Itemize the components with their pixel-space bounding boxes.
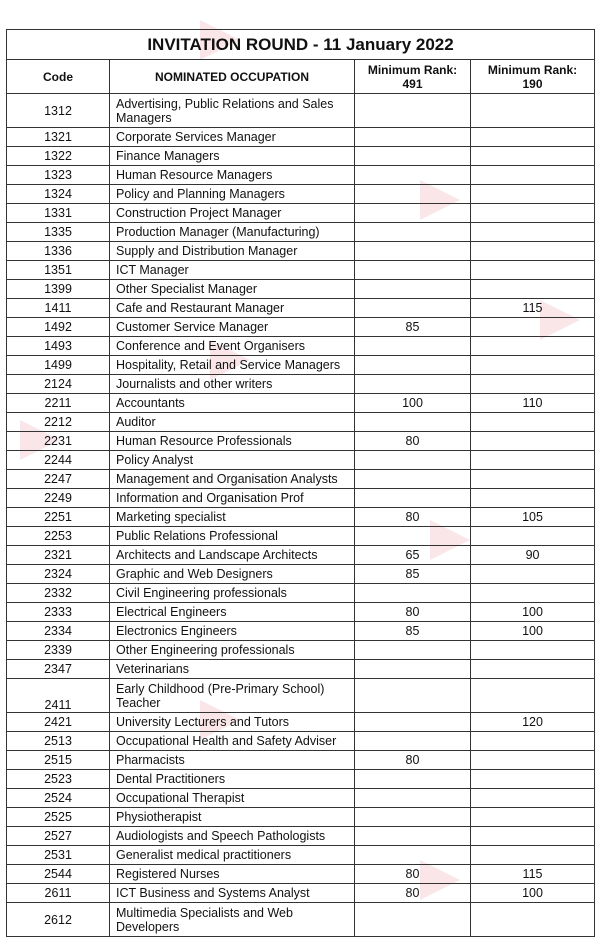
rank-491-cell: 80 bbox=[355, 865, 471, 884]
rank-491-cell bbox=[355, 128, 471, 147]
rank-190-cell bbox=[471, 147, 595, 166]
table-row bbox=[7, 584, 595, 603]
table-row bbox=[7, 713, 595, 732]
rank-190-cell bbox=[471, 846, 595, 865]
table-row bbox=[7, 679, 595, 713]
table-row bbox=[7, 356, 595, 375]
occupation-name-cell: Human Resource Managers bbox=[110, 166, 355, 185]
rank-491-cell bbox=[355, 242, 471, 261]
occupation-code-cell: 1499 bbox=[7, 356, 110, 375]
table-row bbox=[7, 903, 595, 937]
rank-491-cell bbox=[355, 375, 471, 394]
rank-491-cell: 80 bbox=[355, 432, 471, 451]
occupation-name-cell: Registered Nurses bbox=[110, 865, 355, 884]
rank-491-cell: 85 bbox=[355, 622, 471, 641]
occupation-code-cell: 2523 bbox=[7, 770, 110, 789]
occupation-name-cell: Pharmacists bbox=[110, 751, 355, 770]
rank-491-cell bbox=[355, 337, 471, 356]
occupation-name-cell: Production Manager (Manufacturing) bbox=[110, 223, 355, 242]
rank-190-cell bbox=[471, 679, 595, 713]
occupation-code-cell: 1335 bbox=[7, 223, 110, 242]
rank-190-cell: 115 bbox=[471, 299, 595, 318]
occupation-name-cell: Policy Analyst bbox=[110, 451, 355, 470]
occupation-name-cell: Cafe and Restaurant Manager bbox=[110, 299, 355, 318]
rank-491-cell bbox=[355, 223, 471, 242]
occupation-code-cell: 2251 bbox=[7, 508, 110, 527]
table-row bbox=[7, 261, 595, 280]
occupation-code-cell: 2332 bbox=[7, 584, 110, 603]
occupation-code-cell: 1322 bbox=[7, 147, 110, 166]
occupation-name-cell: Occupational Therapist bbox=[110, 789, 355, 808]
table-row bbox=[7, 337, 595, 356]
rank-190-cell bbox=[471, 356, 595, 375]
rank-190-cell bbox=[471, 318, 595, 337]
table-row bbox=[7, 751, 595, 770]
rank-190-cell: 110 bbox=[471, 394, 595, 413]
occupation-code-cell: 2249 bbox=[7, 489, 110, 508]
table-row bbox=[7, 622, 595, 641]
occupation-code-cell: 2212 bbox=[7, 413, 110, 432]
rank-190-cell: 100 bbox=[471, 622, 595, 641]
table-row bbox=[7, 223, 595, 242]
occupation-code-cell: 2333 bbox=[7, 603, 110, 622]
rank-190-cell: 105 bbox=[471, 508, 595, 527]
rank-190-cell bbox=[471, 432, 595, 451]
rank-491-cell bbox=[355, 808, 471, 827]
rank-491-cell bbox=[355, 413, 471, 432]
rank-491-cell: 65 bbox=[355, 546, 471, 565]
occupation-code-cell: 2527 bbox=[7, 827, 110, 846]
rank-190-cell bbox=[471, 732, 595, 751]
table-row bbox=[7, 394, 595, 413]
table-row bbox=[7, 527, 595, 546]
occupation-code-cell: 2513 bbox=[7, 732, 110, 751]
occupation-code-cell: 1323 bbox=[7, 166, 110, 185]
occupation-name-cell: Human Resource Professionals bbox=[110, 432, 355, 451]
rank-491-cell bbox=[355, 641, 471, 660]
occupation-name-cell: Conference and Event Organisers bbox=[110, 337, 355, 356]
rank-491-cell: 80 bbox=[355, 751, 471, 770]
table-row bbox=[7, 846, 595, 865]
occupation-name-cell: Dental Practitioners bbox=[110, 770, 355, 789]
rank-190-cell bbox=[471, 527, 595, 546]
rank-190-cell bbox=[471, 565, 595, 584]
rank-190-cell bbox=[471, 261, 595, 280]
rank-190-cell bbox=[471, 128, 595, 147]
rank-491-cell bbox=[355, 713, 471, 732]
occupation-code-cell: 1331 bbox=[7, 204, 110, 223]
rank-491-cell bbox=[355, 356, 471, 375]
rank-190-cell bbox=[471, 770, 595, 789]
rank-190-cell bbox=[471, 470, 595, 489]
table-row bbox=[7, 603, 595, 622]
occupation-code-cell: 1336 bbox=[7, 242, 110, 261]
rank-190-cell: 90 bbox=[471, 546, 595, 565]
occupation-code-cell: 2531 bbox=[7, 846, 110, 865]
table-body bbox=[7, 94, 595, 937]
table-row bbox=[7, 489, 595, 508]
rank-491-cell bbox=[355, 827, 471, 846]
table-row bbox=[7, 827, 595, 846]
rank-190-cell bbox=[471, 337, 595, 356]
occupation-code-cell: 2525 bbox=[7, 808, 110, 827]
rank-491-cell: 85 bbox=[355, 318, 471, 337]
occupation-name-cell: Auditor bbox=[110, 413, 355, 432]
occupation-code-cell: 1312 bbox=[7, 94, 110, 128]
occupation-code-cell: 2339 bbox=[7, 641, 110, 660]
occupation-name-cell: Construction Project Manager bbox=[110, 204, 355, 223]
invitation-round-table bbox=[6, 29, 595, 937]
occupation-code-cell: 1411 bbox=[7, 299, 110, 318]
occupation-name-cell: Finance Managers bbox=[110, 147, 355, 166]
rank-491-cell bbox=[355, 299, 471, 318]
table-row bbox=[7, 770, 595, 789]
occupation-code-cell: 2253 bbox=[7, 527, 110, 546]
table-row bbox=[7, 546, 595, 565]
occupation-code-cell: 1493 bbox=[7, 337, 110, 356]
rank-190-cell bbox=[471, 451, 595, 470]
table-row bbox=[7, 185, 595, 204]
occupation-name-cell: Information and Organisation Prof bbox=[110, 489, 355, 508]
occupation-code-cell: 2124 bbox=[7, 375, 110, 394]
occupation-code-cell: 2244 bbox=[7, 451, 110, 470]
rank-491-cell bbox=[355, 732, 471, 751]
table-row bbox=[7, 280, 595, 299]
rank-190-cell: 115 bbox=[471, 865, 595, 884]
occupation-name-cell: Supply and Distribution Manager bbox=[110, 242, 355, 261]
rank-491-cell bbox=[355, 147, 471, 166]
occupation-name-cell: Audiologists and Speech Pathologists bbox=[110, 827, 355, 846]
occupation-code-cell: 2347 bbox=[7, 660, 110, 679]
rank-190-cell bbox=[471, 185, 595, 204]
occupation-name-cell: Accountants bbox=[110, 394, 355, 413]
occupation-name-cell: Other Engineering professionals bbox=[110, 641, 355, 660]
rank-491-cell bbox=[355, 584, 471, 603]
table-row bbox=[7, 884, 595, 903]
rank-491-cell bbox=[355, 679, 471, 713]
rank-491-cell bbox=[355, 527, 471, 546]
occupation-name-cell: Veterinarians bbox=[110, 660, 355, 679]
occupation-name-cell: Journalists and other writers bbox=[110, 375, 355, 394]
rank-491-cell bbox=[355, 846, 471, 865]
rank-491-cell: 85 bbox=[355, 565, 471, 584]
table-row bbox=[7, 660, 595, 679]
occupation-name-cell: Electronics Engineers bbox=[110, 622, 355, 641]
occupation-code-cell: 2324 bbox=[7, 565, 110, 584]
occupation-name-cell: Advertising, Public Relations and Sales Managers bbox=[110, 94, 355, 128]
occupation-name-cell: Civil Engineering professionals bbox=[110, 584, 355, 603]
rank-491-cell bbox=[355, 470, 471, 489]
table-row bbox=[7, 166, 595, 185]
occupation-name-cell: Multimedia Specialists and Web Developers bbox=[110, 903, 355, 937]
rank-190-cell bbox=[471, 94, 595, 128]
rank-491-column-header: Minimum Rank: 491 bbox=[355, 60, 471, 94]
table-row bbox=[7, 508, 595, 527]
occupation-code-cell: 2421 bbox=[7, 713, 110, 732]
rank-491-cell bbox=[355, 660, 471, 679]
occupation-code-cell: 1399 bbox=[7, 280, 110, 299]
rank-491-cell bbox=[355, 261, 471, 280]
rank-190-cell bbox=[471, 751, 595, 770]
occupation-name-cell: Physiotherapist bbox=[110, 808, 355, 827]
table-row bbox=[7, 732, 595, 751]
occupation-code-cell: 1351 bbox=[7, 261, 110, 280]
table-row bbox=[7, 375, 595, 394]
rank-190-cell bbox=[471, 280, 595, 299]
occupation-name-cell: Marketing specialist bbox=[110, 508, 355, 527]
occupation-name-cell: Graphic and Web Designers bbox=[110, 565, 355, 584]
rank-190-cell bbox=[471, 166, 595, 185]
table-row bbox=[7, 94, 595, 128]
table-row bbox=[7, 641, 595, 660]
occupation-name-cell: ICT Business and Systems Analyst bbox=[110, 884, 355, 903]
rank-491-cell: 100 bbox=[355, 394, 471, 413]
occupation-name-cell: Corporate Services Manager bbox=[110, 128, 355, 147]
table-row bbox=[7, 242, 595, 261]
rank-190-cell: 100 bbox=[471, 603, 595, 622]
code-column-header: Code bbox=[7, 60, 110, 94]
occupation-code-cell: 2211 bbox=[7, 394, 110, 413]
rank-491-cell bbox=[355, 489, 471, 508]
occupation-code-cell: 1324 bbox=[7, 185, 110, 204]
rank-491-cell bbox=[355, 789, 471, 808]
occupation-name-cell: Electrical Engineers bbox=[110, 603, 355, 622]
occupation-code-cell: 1321 bbox=[7, 128, 110, 147]
rank-491-cell bbox=[355, 94, 471, 128]
occupation-name-cell: Management and Organisation Analysts bbox=[110, 470, 355, 489]
rank-491-cell: 80 bbox=[355, 508, 471, 527]
rank-190-cell bbox=[471, 375, 595, 394]
occupation-name-cell: Public Relations Professional bbox=[110, 527, 355, 546]
occupation-name-cell: Occupational Health and Safety Adviser bbox=[110, 732, 355, 751]
occupation-code-cell: 2411 bbox=[7, 679, 110, 713]
table-row bbox=[7, 865, 595, 884]
table-row bbox=[7, 147, 595, 166]
table-row bbox=[7, 318, 595, 337]
occupation-name-cell: Policy and Planning Managers bbox=[110, 185, 355, 204]
occupation-code-cell: 2247 bbox=[7, 470, 110, 489]
rank-190-cell bbox=[471, 242, 595, 261]
occupation-code-cell: 2515 bbox=[7, 751, 110, 770]
table-row bbox=[7, 470, 595, 489]
rank-190-cell bbox=[471, 223, 595, 242]
occupation-code-cell: 2612 bbox=[7, 903, 110, 937]
rank-190-cell bbox=[471, 204, 595, 223]
occupation-name-cell: ICT Manager bbox=[110, 261, 355, 280]
table-row bbox=[7, 432, 595, 451]
rank-190-cell: 100 bbox=[471, 884, 595, 903]
occupation-name-cell: Hospitality, Retail and Service Managers bbox=[110, 356, 355, 375]
table-row bbox=[7, 789, 595, 808]
occupation-code-cell: 2544 bbox=[7, 865, 110, 884]
occupation-code-cell: 1492 bbox=[7, 318, 110, 337]
occupation-name-cell: University Lecturers and Tutors bbox=[110, 713, 355, 732]
rank-491-cell: 80 bbox=[355, 603, 471, 622]
occupation-name-cell: Generalist medical practitioners bbox=[110, 846, 355, 865]
table-row bbox=[7, 565, 595, 584]
rank-190-cell bbox=[471, 827, 595, 846]
table-row bbox=[7, 451, 595, 470]
table-title: INVITATION ROUND - 11 January 2022 bbox=[7, 30, 595, 60]
occupation-name-cell: Early Childhood (Pre-Primary School) Teacher bbox=[110, 679, 355, 713]
occupation-name-cell: Customer Service Manager bbox=[110, 318, 355, 337]
occupation-code-cell: 2524 bbox=[7, 789, 110, 808]
rank-491-cell bbox=[355, 770, 471, 789]
rank-491-cell bbox=[355, 280, 471, 299]
rank-491-cell bbox=[355, 185, 471, 204]
rank-190-cell bbox=[471, 584, 595, 603]
rank-190-cell bbox=[471, 808, 595, 827]
rank-190-column-header: Minimum Rank: 190 bbox=[471, 60, 595, 94]
occupation-code-cell: 2611 bbox=[7, 884, 110, 903]
table-row bbox=[7, 299, 595, 318]
rank-190-cell bbox=[471, 789, 595, 808]
rank-190-cell bbox=[471, 641, 595, 660]
table-row bbox=[7, 128, 595, 147]
rank-491-cell bbox=[355, 903, 471, 937]
occupation-code-cell: 2334 bbox=[7, 622, 110, 641]
rank-491-cell bbox=[355, 166, 471, 185]
occupation-code-cell: 2231 bbox=[7, 432, 110, 451]
rank-190-cell bbox=[471, 489, 595, 508]
occupation-name-cell: Architects and Landscape Architects bbox=[110, 546, 355, 565]
occupation-code-cell: 2321 bbox=[7, 546, 110, 565]
rank-491-cell bbox=[355, 204, 471, 223]
rank-491-cell: 80 bbox=[355, 884, 471, 903]
occupation-name-cell: Other Specialist Manager bbox=[110, 280, 355, 299]
rank-190-cell: 120 bbox=[471, 713, 595, 732]
rank-190-cell bbox=[471, 660, 595, 679]
occupation-column-header: NOMINATED OCCUPATION bbox=[110, 60, 355, 94]
rank-190-cell bbox=[471, 903, 595, 937]
table-row bbox=[7, 808, 595, 827]
table-row bbox=[7, 413, 595, 432]
table-row bbox=[7, 204, 595, 223]
rank-491-cell bbox=[355, 451, 471, 470]
rank-190-cell bbox=[471, 413, 595, 432]
